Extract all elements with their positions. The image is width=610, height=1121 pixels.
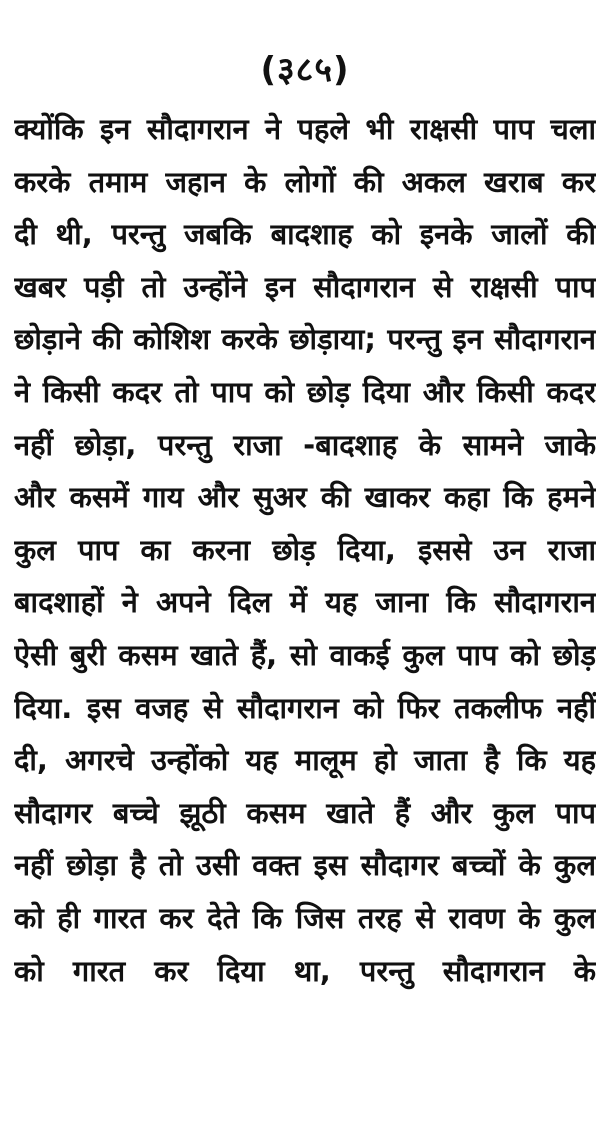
text-line: को गारत कर दिया था, परन्तु सौदागरान के	[14, 953, 596, 988]
text-line: को ही गारत कर देते कि जिस तरह से रावण के कुल	[14, 900, 596, 935]
text-line: ने किसी कदर तो पाप को छोड़ दिया और किसी कदर	[14, 374, 596, 409]
text-line: छोड़ाने की कोशिश करके छोड़ाया; परन्तु इन सौदागरान	[14, 322, 596, 357]
text-line: क्योंकि इन सौदागरान ने पहले भी राक्षसी पाप चला	[14, 112, 596, 146]
page-number: (३८५)	[260, 50, 350, 90]
text-line: सौदागर बच्चे झूठी कसम खाते हैं और कुल पाप	[14, 795, 596, 830]
text-line: ऐसी बुरी कसम खाते हैं, सो वाकई कुल पाप को छोड़	[14, 637, 596, 672]
text-line: दी थी, परन्तु जबकि बादशाह को इनके जालों की	[14, 217, 596, 252]
text-line: नहीं छोड़ा है तो उसी वक्त इस सौदागर बच्चों के कुल	[14, 848, 596, 883]
text-line: करके तमाम जहान के लोगों की अकल खराब कर	[14, 164, 596, 199]
text-line: नहीं छोड़ा, परन्तु राजा -बादशाह के सामने जाके	[14, 427, 596, 462]
text-line: दिया. इस वजह से सौदागरान को फिर तकलीफ नहीं	[14, 690, 596, 725]
body-text	[14, 103, 596, 997]
text-line: और कसमें गाय और सुअर की खाकर कहा कि हमने	[14, 480, 596, 515]
text-line: कुल पाप का करना छोड़ दिया, इससे उन राजा	[14, 532, 596, 567]
text-line: खबर पड़ी तो उन्होंने इन सौदागरान से राक्षसी पाप	[14, 269, 596, 304]
text-line: बादशाहों ने अपने दिल में यह जाना कि सौदागरान	[14, 585, 596, 620]
text-line: दी, अगरचे उन्होंको यह मालूम हो जाता है कि यह	[14, 743, 596, 778]
